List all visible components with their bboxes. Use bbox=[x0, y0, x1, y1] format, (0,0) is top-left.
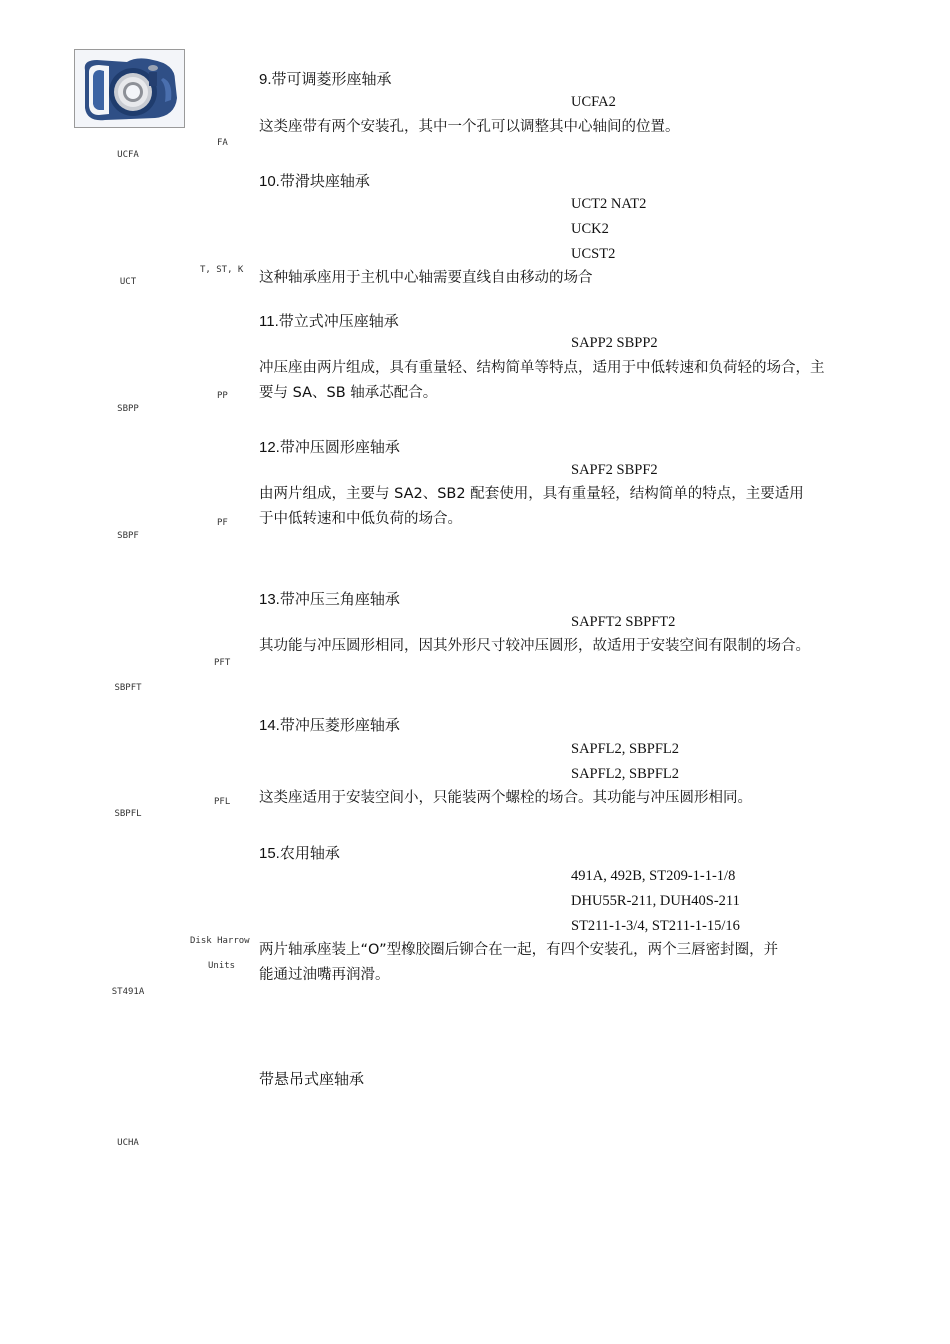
section-heading-11 bbox=[259, 310, 399, 331]
section-heading-12 bbox=[259, 436, 400, 457]
section-number: 9. bbox=[259, 71, 272, 88]
section-heading-9 bbox=[259, 68, 392, 89]
section-heading-hanging bbox=[259, 1068, 364, 1089]
image-caption-ucha: UCHA bbox=[117, 1138, 139, 1148]
section-title: 带滑块座轴承 bbox=[279, 173, 370, 190]
image-caption-ucfa: UCFA bbox=[117, 150, 139, 160]
ucfa-bearing-photo bbox=[74, 49, 185, 128]
section-number: 12. bbox=[259, 439, 280, 456]
model-code: UCFA2 bbox=[571, 94, 616, 110]
section-description-line: 要与 SA、SB 轴承芯配合。 bbox=[259, 385, 438, 401]
section-description: 这种轴承座用于主机中心轴需要直线自由移动的场合 bbox=[259, 270, 593, 286]
image-caption-sbpf: SBPF bbox=[117, 531, 139, 541]
section-description-line: 由两片组成，主要与 SA2、SB2 配套使用，具有重量轻，结构简单的特点，主要适用 bbox=[259, 486, 804, 502]
side-code-pfl: PFL bbox=[214, 797, 231, 807]
image-caption-sbpp: SBPP bbox=[117, 404, 139, 414]
section-number: 13. bbox=[259, 591, 280, 608]
image-caption-st491a: ST491A bbox=[111, 987, 145, 997]
model-code: SAPFT2 SBPFT2 bbox=[571, 614, 676, 630]
section-title: 带立式冲压座轴承 bbox=[278, 313, 399, 330]
model-code: UCT2 NAT2 bbox=[571, 196, 647, 212]
section-description-line: 于中低转速和中低负荷的场合。 bbox=[259, 511, 462, 527]
image-caption-sbpft: SBPFT bbox=[114, 683, 142, 693]
section-title: 农用轴承 bbox=[279, 845, 340, 862]
section-description: 这类座带有两个安装孔，其中一个孔可以调整其中心轴间的位置。 bbox=[259, 119, 680, 135]
section-title: 带冲压圆形座轴承 bbox=[279, 439, 400, 456]
section-number: 14. bbox=[259, 717, 280, 734]
model-code: 491A, 492B, ST209-1-1-1/8 bbox=[571, 868, 736, 884]
flange-bearing-icon bbox=[75, 50, 184, 127]
model-code: SAPF2 SBPF2 bbox=[571, 462, 658, 478]
section-heading-15 bbox=[259, 842, 340, 863]
model-code: SAPFL2, SBPFL2 bbox=[571, 741, 679, 757]
section-title: 带悬吊式座轴承 bbox=[259, 1070, 365, 1088]
model-code: UCST2 bbox=[571, 246, 616, 262]
side-code-t-st-k: T, ST, K bbox=[200, 265, 244, 275]
section-title: 带可调菱形座轴承 bbox=[271, 71, 392, 88]
model-code: DHU55R-211, DUH40S-211 bbox=[571, 893, 740, 909]
section-number: 15. bbox=[259, 845, 280, 862]
side-code-disk-harrow: Disk Harrow bbox=[190, 936, 250, 946]
model-code: ST211-1-3/4, ST211-1-15/16 bbox=[571, 918, 740, 934]
model-code: SAPP2 SBPP2 bbox=[571, 335, 658, 351]
section-description-line: 冲压座由两片组成，具有重量轻、结构简单等特点，适用于中低转速和负荷轻的场合，主 bbox=[259, 360, 825, 376]
image-caption-uct: UCT bbox=[119, 277, 137, 287]
section-description-line: 两片轴承座装上“O”型橡胶圈后铆合在一起，有四个安装孔，两个三唇密封圈，并 bbox=[259, 942, 779, 958]
model-code: UCK2 bbox=[571, 221, 609, 237]
section-heading-13 bbox=[259, 588, 400, 609]
image-caption-sbpfl: SBPFL bbox=[114, 809, 142, 819]
side-code-pft: PFT bbox=[214, 658, 231, 668]
side-code-units: Units bbox=[208, 961, 236, 971]
side-code-fa: FA bbox=[217, 138, 228, 148]
section-number: 11. bbox=[259, 313, 279, 330]
section-number: 10. bbox=[259, 173, 280, 190]
section-description: 这类座适用于安装空间小，只能装两个螺栓的场合。其功能与冲压圆形相同。 bbox=[259, 790, 752, 806]
side-code-pp: PP bbox=[217, 391, 228, 401]
side-code-pf: PF bbox=[217, 518, 228, 528]
section-heading-10 bbox=[259, 170, 370, 191]
section-description: 其功能与冲压圆形相同，因其外形尺寸较冲压圆形，故适用于安装空间有限制的场合。 bbox=[259, 638, 810, 654]
section-title: 带冲压三角座轴承 bbox=[279, 591, 400, 608]
section-title: 带冲压菱形座轴承 bbox=[279, 717, 400, 734]
model-code: SAPFL2, SBPFL2 bbox=[571, 766, 679, 782]
section-heading-14 bbox=[259, 714, 400, 735]
section-description-line: 能通过油嘴再润滑。 bbox=[259, 967, 390, 983]
